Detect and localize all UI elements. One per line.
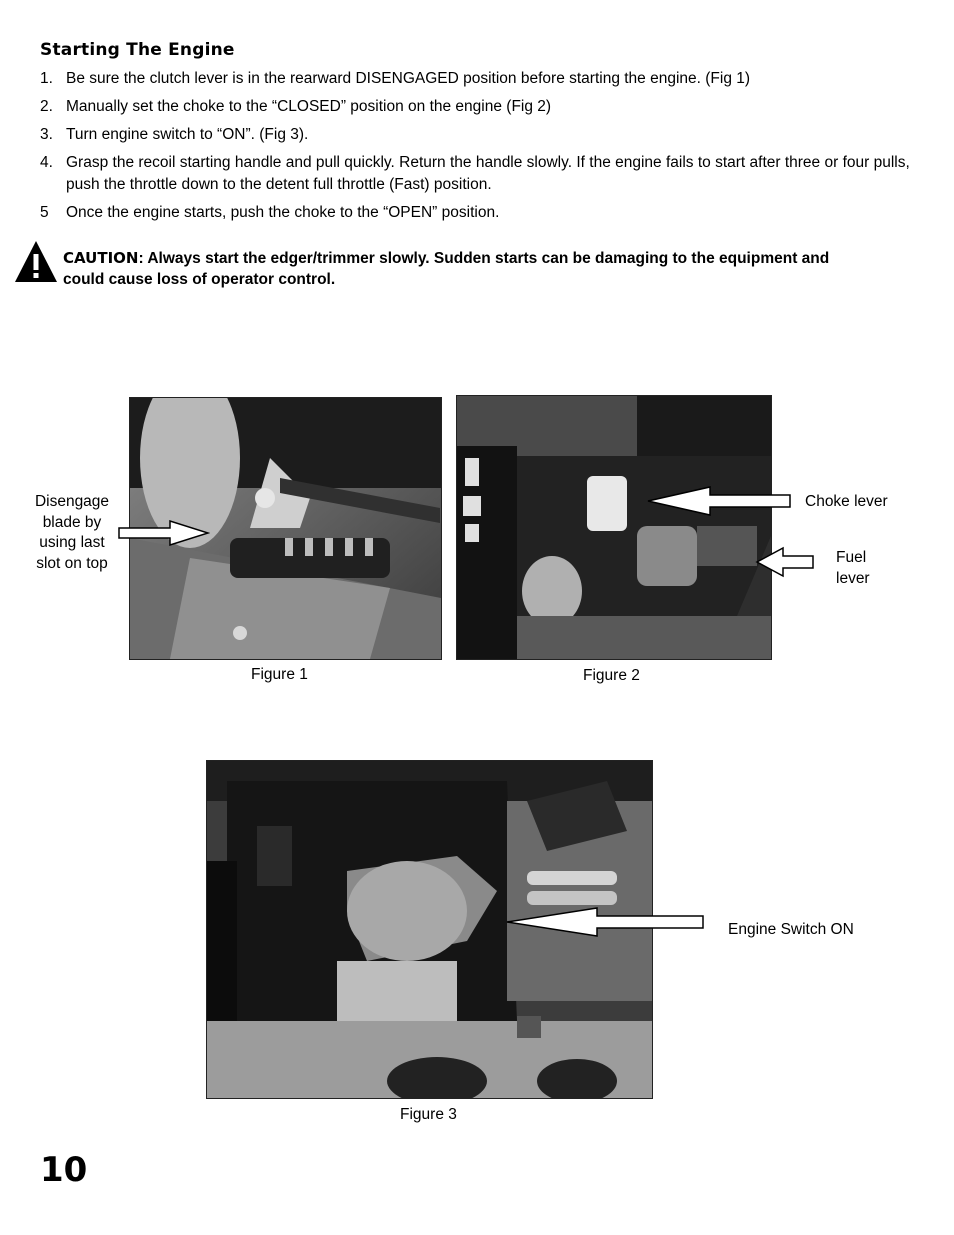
section-title: Starting The Engine xyxy=(40,40,235,60)
figure-1-callout: Disengage blade by using last slot on top xyxy=(34,493,110,572)
list-item: 3. Turn engine switch to “ON”. (Fig 3). xyxy=(40,126,309,143)
engine-switch-callout: Engine Switch ON xyxy=(728,921,854,938)
choke-arrow-icon xyxy=(646,486,792,516)
list-item: 5 Once the engine starts, push the choke to the “OPEN” position. xyxy=(40,204,500,221)
steps-list xyxy=(40,68,920,230)
caution-text: CAUTION: Always start the edger/trimmer slowly. Sudden starts can be damaging to the equipment and could cause loss of operator control. xyxy=(63,249,830,288)
figure-1-caption: Figure 1 xyxy=(251,666,308,683)
callout-arrow-icon xyxy=(118,520,210,546)
fuel-lever-callout: Fuel lever xyxy=(836,549,870,587)
caution-label: CAUTION xyxy=(63,249,139,267)
page-number: 10 xyxy=(40,1150,88,1190)
figure-2-photo xyxy=(456,395,772,660)
list-item: 4. Grasp the recoil starting handle and pull quickly. Return the handle slowly. If the engine fails to start after three or four pulls, push the throttle down to the detent full throttle (Fast) position. xyxy=(40,154,910,193)
list-item: 1. Be sure the clutch lever is in the rearward DISENGAGED position before starting the engine. (Fig 1) xyxy=(40,70,751,87)
fuel-arrow-icon xyxy=(755,546,815,578)
choke-lever-callout: Choke lever xyxy=(805,493,888,510)
warning-icon xyxy=(14,240,58,284)
switch-arrow-icon xyxy=(505,907,705,937)
figure-2-caption: Figure 2 xyxy=(583,667,640,684)
figure-3-caption: Figure 3 xyxy=(400,1106,457,1123)
list-item: 2. Manually set the choke to the “CLOSED” position on the engine (Fig 2) xyxy=(40,98,552,115)
